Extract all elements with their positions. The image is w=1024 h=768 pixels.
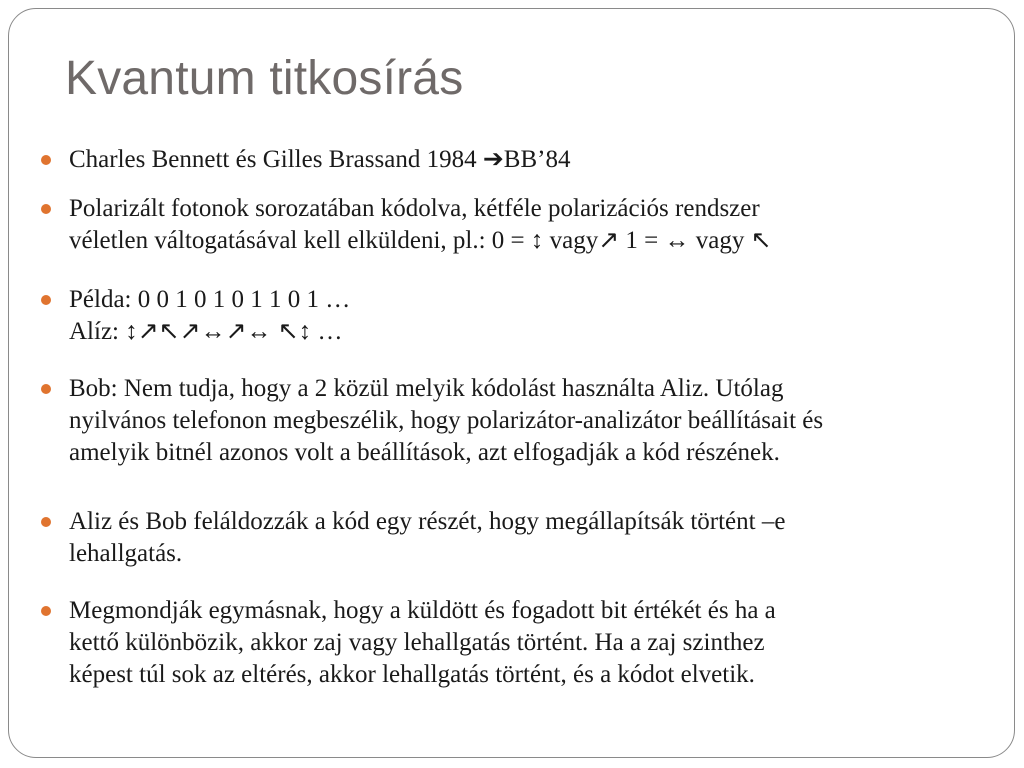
bullet-line: véletlen váltogatásával kell elküldeni, pl.: 0 = ↕ vagy↗ 1 = ↔ vagy ↖ [69,227,772,254]
slide-title: Kvantum titkosírás [65,52,464,105]
bullet-line: nyilvános telefonon megbeszélik, hogy polarizátor-analizátor beállításait és [69,407,824,434]
bullet-line: Charles Bennett és Gilles Brassand 1984 ➔BB’84 [69,146,571,173]
bullet-line: amelyik bitnél azonos volt a beállítások, azt elfogadják a kód részének. [69,439,780,466]
bullet-item [69,506,989,570]
bullet-line: kettő különbözik, akkor zaj vagy lehallgatás történt. Ha a zaj szinthez [69,629,765,656]
bullet-line: Példa: 0 0 1 0 1 0 1 1 0 1 … [69,286,351,313]
bullet-dot-icon [41,155,51,165]
bullet-item [69,193,989,257]
bullet-line: Megmondják egymásnak, hogy a küldött és fogadott bit értékét és ha a [69,597,776,624]
bullet-dot-icon [41,204,51,214]
bullet-dot-icon [41,517,51,527]
bullet-dot-icon [41,384,51,394]
bullet-item [69,595,989,691]
bullet-item [69,144,989,176]
bullet-line: képest túl sok az eltérés, akkor lehallgatás történt, és a kódot elvetik. [69,661,755,688]
bullet-dot-icon [41,295,51,305]
bullet-line: Aliz és Bob feláldozzák a kód egy részét, hogy megállapítsák történt –e [69,508,786,535]
bullet-item [69,373,989,469]
bullet-line: Alíz: ↕↗↖↗↔↗↔ ↖↕ … [69,318,343,345]
bullet-item [69,284,989,348]
bullet-line: lehallgatás. [69,540,183,567]
bullet-line: Bob: Nem tudja, hogy a 2 közül melyik kódolást használta Aliz. Utólag [69,375,784,402]
bullet-dot-icon [41,606,51,616]
bullet-line: Polarizált fotonok sorozatában kódolva, kétféle polarizációs rendszer [69,195,760,222]
